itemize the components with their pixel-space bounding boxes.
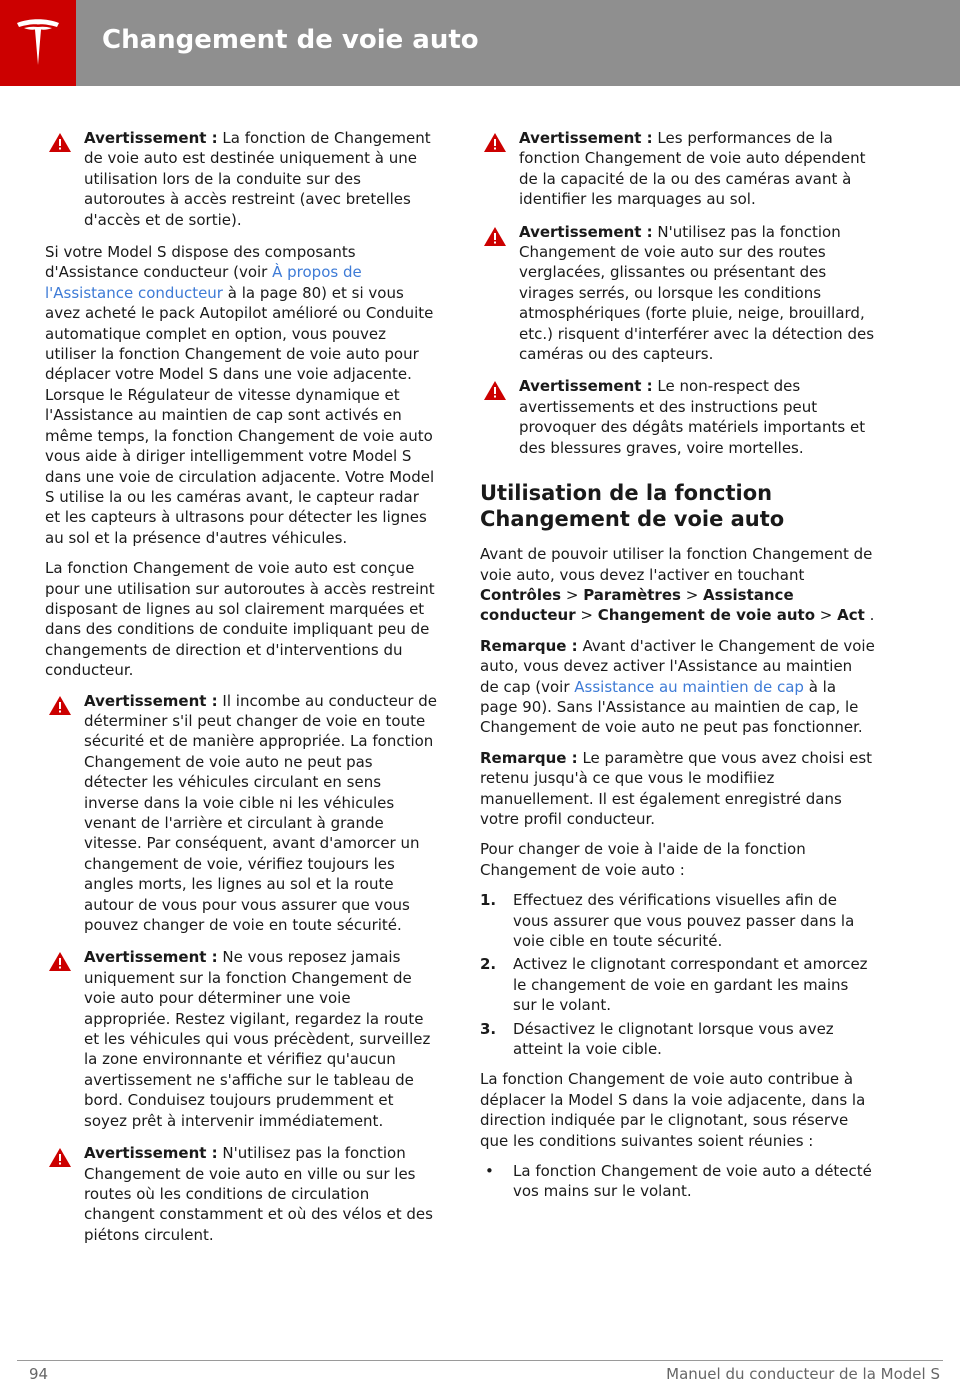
menu-path-assist: Assistance conducteur — [480, 585, 794, 625]
steps-list — [480, 890, 875, 1059]
brand-logo — [0, 0, 76, 86]
remark-text: Le paramètre que vous avez choisi est retenu jusqu'à ce que vous le modifiiez manuellement. Il est également enregistré dans votre profil conducteur. — [480, 748, 873, 828]
step-number: 2. — [480, 955, 497, 974]
paragraph: Pour changer de voie à l'aide de la fonction Changement de voie auto : — [480, 840, 806, 879]
step-text: Effectuez des vérifications visuelles afin de vous assurer que vous pouvez passer dans la voie cible en toute sécurité. — [513, 891, 855, 950]
warning-icon — [483, 132, 507, 153]
remark-label: Remarque : — [480, 748, 578, 767]
menu-separator: > — [561, 585, 584, 604]
warning-icon — [483, 226, 507, 247]
page-header — [0, 0, 960, 86]
paragraph — [480, 544, 875, 626]
tesla-logo-icon — [15, 17, 61, 69]
remark-text: à la page 90). Sans l'Assistance au maintien de cap, le Changement de voie auto ne peut pas fonctionner. — [480, 677, 863, 737]
warning-text: Les performances de la fonction Changement de voie auto dépendent de la capacité de la ou des caméras avant à identifier les marquages au sol. — [519, 129, 866, 209]
menu-separator: > — [680, 585, 704, 604]
step-number: 1. — [480, 891, 497, 910]
warning-icon — [48, 1147, 72, 1168]
warning-text: Ne vous reposez jamais uniquement sur la fonction Changement de voie auto pour déterminer une voie appropriée. Restez vigilant, regardez la route et les véhicules qui vous précèdent, surveillez la zone environnante et vérifiez qu'aucun avertissement ne s'affiche sur le tableau de bord. Conduisez toujours prudemment et soyez prêt à intervenir immédiatement. — [84, 948, 431, 1130]
bullet-icon: • — [485, 1162, 494, 1181]
warning-block — [480, 128, 875, 210]
menu-path-controls: Contrôles — [480, 585, 562, 604]
driver-assist-link[interactable]: À propos de l'Assistance conducteur — [45, 263, 362, 302]
warning-icon — [483, 380, 507, 401]
warning-block — [480, 376, 875, 458]
remark-text: Avant d'activer le Changement de voie auto, vous devez activer l'Assistance au maintien de cap (voir — [480, 636, 875, 696]
warning-block — [480, 222, 875, 365]
left-column — [45, 128, 437, 1257]
step-number: 3. — [480, 1019, 497, 1038]
step-text: Désactivez le clignotant lorsque vous avez atteint la voie cible. — [513, 1019, 834, 1059]
warning-label: Avertissement : — [519, 377, 653, 396]
footer-divider — [17, 1360, 943, 1361]
list-item — [480, 1019, 875, 1060]
remark — [480, 636, 875, 738]
warning-text: La fonction de Changement de voie auto est destinée uniquement à une utilisation lors de la conduite sur des autoroutes à accès restreint (avec bretelles d'accès et de sortie). — [84, 129, 431, 229]
paragraph-text: à la page 80) et si vous avez acheté le pack Autopilot amélioré ou Conduite automatique complet en option, vous pouvez utiliser la fonction Changement de voie auto pour déplacer votre Model S dans une voie adjacente. Lorsque le Régulateur de vitesse dynamique et l'Assistance au maintien de cap sont activés en même temps, la fonction Changement de voie auto vous aide à diriger intelligemment votre Model S dans une voie de circulation adjacente. Votre Model S utilise la ou les caméras avant, le capteur radar et les capteurs à ultrasons pour détecter les lignes au sol et la présence d'autres véhicules. — [45, 283, 435, 547]
warning-block — [45, 128, 437, 230]
warning-block — [45, 691, 437, 936]
warning-block — [45, 1143, 437, 1245]
paragraph — [45, 242, 437, 548]
page-title: Changement de voie auto — [102, 25, 479, 55]
paragraph-text: Avant de pouvoir utiliser la fonction Changement de voie auto, vous devez l'activer en touchant — [480, 545, 873, 584]
warning-text: Le non-respect des avertissements et des instructions peut provoquer des dégâts matériels importants et des blessures graves, voire mortelles. — [519, 377, 866, 457]
paragraph: La fonction Changement de voie auto est conçue pour une utilisation sur autoroutes à accès restreint disposant de lignes au sol clairement marquées et dans des conditions de conduite impliquant peu de changements de direction et d'interventions du conducteur. — [45, 559, 435, 680]
warning-icon — [48, 695, 72, 716]
list-item — [480, 890, 875, 951]
warning-block — [45, 947, 437, 1131]
warning-icon — [48, 951, 72, 972]
warning-label: Avertissement : — [519, 222, 653, 241]
warning-text: N'utilisez pas la fonction Changement de voie auto en ville ou sur les routes où les conditions de circulation changent constamment et où des vélos et des piétons circulent. — [84, 1144, 433, 1244]
warning-icon — [48, 132, 72, 153]
menu-path-params: Paramètres — [583, 585, 681, 604]
list-item — [480, 1161, 875, 1202]
menu-path-lane-change: Changement de voie auto — [597, 606, 816, 625]
warning-label: Avertissement : — [84, 129, 218, 147]
page-number: 94 — [29, 1365, 49, 1383]
remark — [480, 748, 875, 830]
list-item — [480, 954, 875, 1015]
list-item-text: La fonction Changement de voie auto a détecté vos mains sur le volant. — [513, 1162, 872, 1201]
menu-separator: > — [575, 606, 598, 625]
paragraph-text: Si votre Model S dispose des composants d'Assistance conducteur (voir — [45, 243, 356, 282]
menu-path-act: Act — [837, 606, 865, 625]
menu-separator: > — [815, 606, 838, 625]
manual-title: Manuel du conducteur de la Model S — [666, 1365, 940, 1383]
conditions-list — [480, 1161, 875, 1202]
step-text: Activez le clignotant correspondant et amorcez le changement de voie en gardant les mains sur le volant. — [513, 955, 868, 1015]
paragraph: La fonction Changement de voie auto contribue à déplacer la Model S dans la voie adjacente, dans la direction indiquée par le clignotant, sous réserve que les conditions suivantes soient réunies : — [480, 1070, 866, 1150]
warning-text: Il incombe au conducteur de déterminer s'il peut changer de voie en toute sécurité et de manière appropriée. La fonction Changement de voie auto ne peut pas détecter les véhicules circulant en sens inverse dans la voie cible ni les véhicules venant de l'arrière et circulant à grande vitesse. Par conséquent, avant d'amorcer un changement de voie, vérifiez toujours les angles morts, les lignes au sol et la route autour de vous pour vous assurer que vous pouvez changer de voie en toute sécurité. — [84, 691, 437, 935]
paragraph-text: . — [864, 606, 875, 625]
warning-label: Avertissement : — [84, 948, 218, 967]
warning-label: Avertissement : — [519, 129, 653, 147]
right-column — [480, 128, 875, 1202]
warning-text: N'utilisez pas la fonction Changement de voie auto sur des routes verglacées, glissantes ou présentant des virages serrés, ou lorsque les conditions atmosphériques (forte pluie, neige, brouillard, etc.) risquent d'interférer avec la détection des caméras ou des capteurs. — [519, 222, 875, 364]
warning-label: Avertissement : — [84, 1144, 218, 1163]
autosteer-link[interactable]: Assistance au maintien de cap — [574, 677, 804, 696]
warning-label: Avertissement : — [84, 691, 218, 710]
section-heading: Utilisation de la fonction Changement de voie auto — [480, 481, 785, 532]
remark-label: Remarque : — [480, 636, 578, 655]
